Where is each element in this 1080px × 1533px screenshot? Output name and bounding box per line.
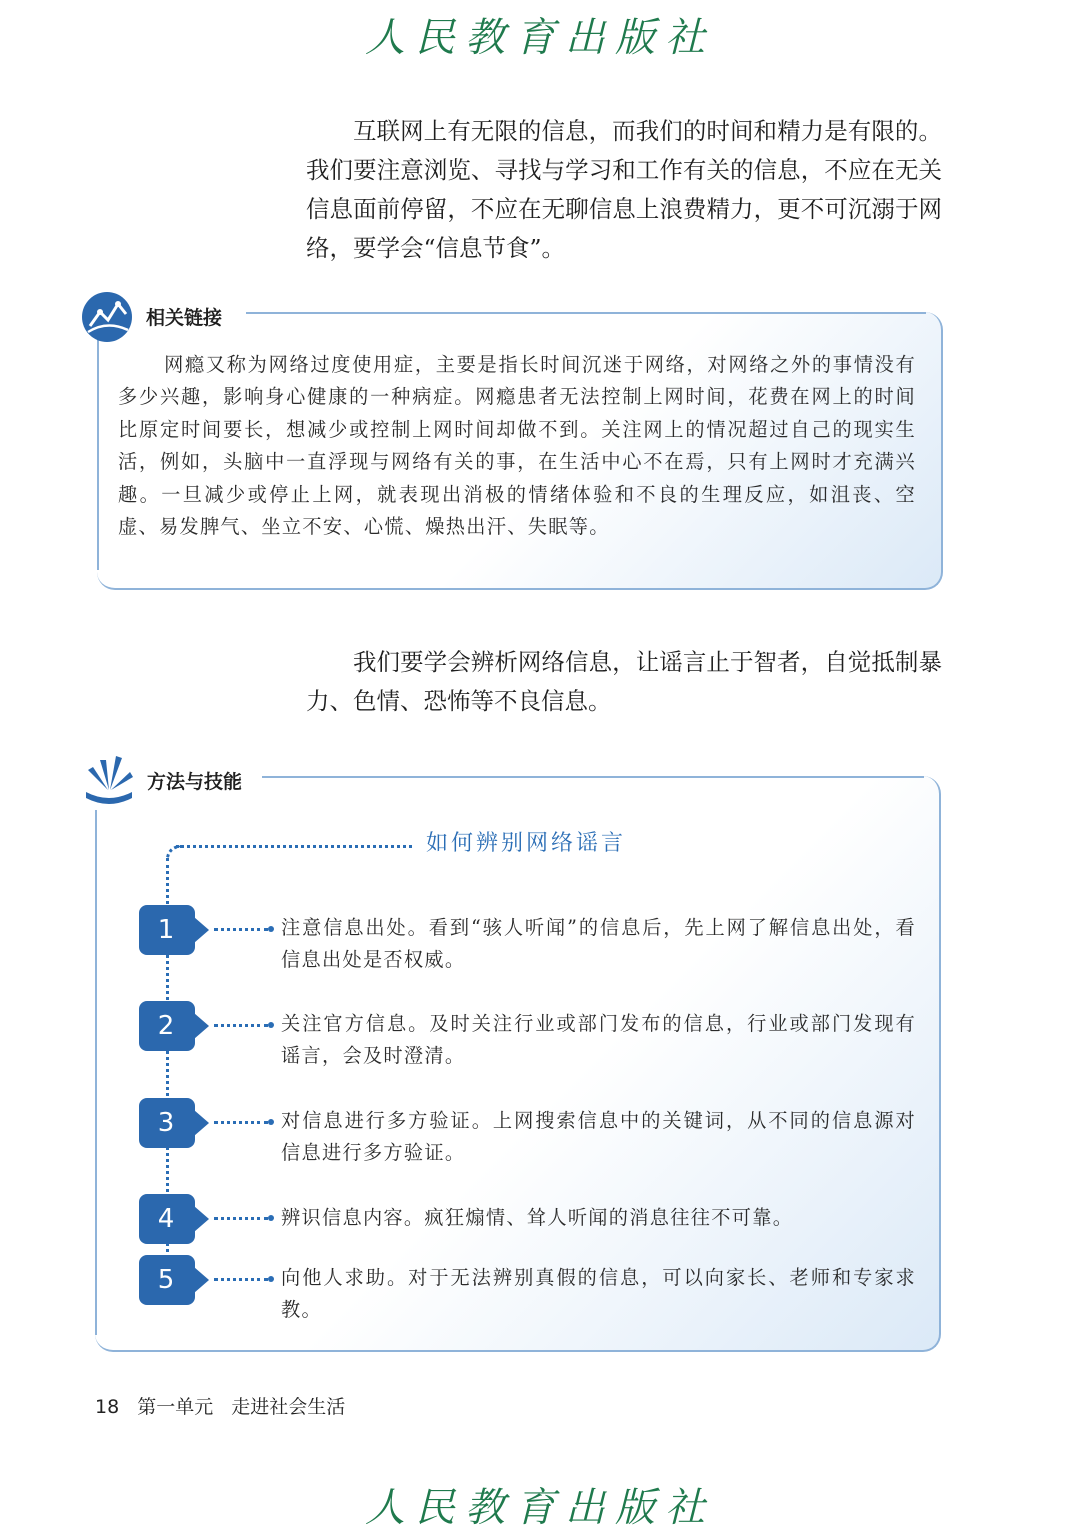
related-link-icon (80, 290, 134, 344)
unit-name: 第一单元 (137, 1396, 214, 1418)
paragraph-rumor: 我们要学会辨析网络信息，让谣言止于智者，自觉抵制暴力、色情、恐怖等不良信息。 (306, 648, 942, 715)
step-dots-1 (214, 928, 268, 931)
step-dots-3 (214, 1121, 268, 1124)
step-text-5: 向他人求助。对于无法辨别真假的信息，可以向家长、老师和专家求教。 (281, 1266, 916, 1322)
step-text-4: 辨识信息内容。疯狂煽情、耸人听闻的消息往往不可靠。 (281, 1206, 794, 1229)
methods-left-rule (95, 810, 97, 1335)
methods-header-rule (262, 776, 924, 778)
methods-label: 方法与技能 (147, 771, 243, 793)
step-dots-5 (214, 1278, 268, 1281)
step-badge-5: 5 (139, 1255, 195, 1305)
related-link-header-rule (246, 312, 926, 314)
step-dots-4 (214, 1217, 268, 1220)
related-link-label: 相关链接 (146, 307, 223, 329)
paragraph-info-diet: 互联网上有无限的信息，而我们的时间和精力是有限的。我们要注意浏览、寻找与学习和工作有关的信息，不应在无关信息面前停留，不应在无聊信息上浪费精力，更不可沉溺于网络，要学会“信息节食”。 (306, 117, 942, 262)
page-footer (95, 1392, 363, 1419)
dotted-connector-top (176, 845, 412, 848)
step-dots-2 (214, 1024, 268, 1027)
step-text-1: 注意信息出处。看到“骇人听闻”的信息后，先上网了解信息出处，看信息出处是否权威。 (281, 916, 916, 972)
unit-title: 走进社会生活 (231, 1396, 346, 1418)
related-link-text: 网瘾又称为网络过度使用症，主要是指长时间沉迷于网络，对网络之外的事情没有多少兴趣，影响身心健康的一种病症。网瘾患者无法控制上网时间，花费在网上的时间比原定时间要长，想减少或控制上网时间却做不到。关注网上的情况超过自己的现实生活，例如，头脑中一直浮现与网络有关的事，在生活中心不在焉，只有上网时才充满兴趣。一旦减少或停止上网，就表现出消极的情绪体验和不良的生理反应，如沮丧、空虚、易发脾气、坐立不安、心慌、燥热出汗、失眠等。 (118, 353, 916, 539)
publisher-watermark-top: 人民教育出版社 (365, 15, 715, 61)
related-link-left-rule (97, 340, 99, 570)
methods-title: 如何辨别网络谣言 (426, 831, 627, 856)
step-badge-1: 1 (139, 905, 195, 955)
step-text-2: 关注官方信息。及时关注行业或部门发布的信息，行业或部门发现有谣言，会及时澄清。 (281, 1012, 916, 1068)
step-badge-2: 2 (139, 1001, 195, 1051)
step-badge-3: 3 (139, 1098, 195, 1148)
step-text-3: 对信息进行多方验证。上网搜索信息中的关键词，从不同的信息源对信息进行多方验证。 (281, 1109, 916, 1165)
publisher-watermark-bottom: 人民教育出版社 (365, 1485, 715, 1531)
methods-icon (82, 752, 136, 806)
step-badge-4: 4 (139, 1194, 195, 1244)
page-number: 18 (95, 1396, 120, 1418)
